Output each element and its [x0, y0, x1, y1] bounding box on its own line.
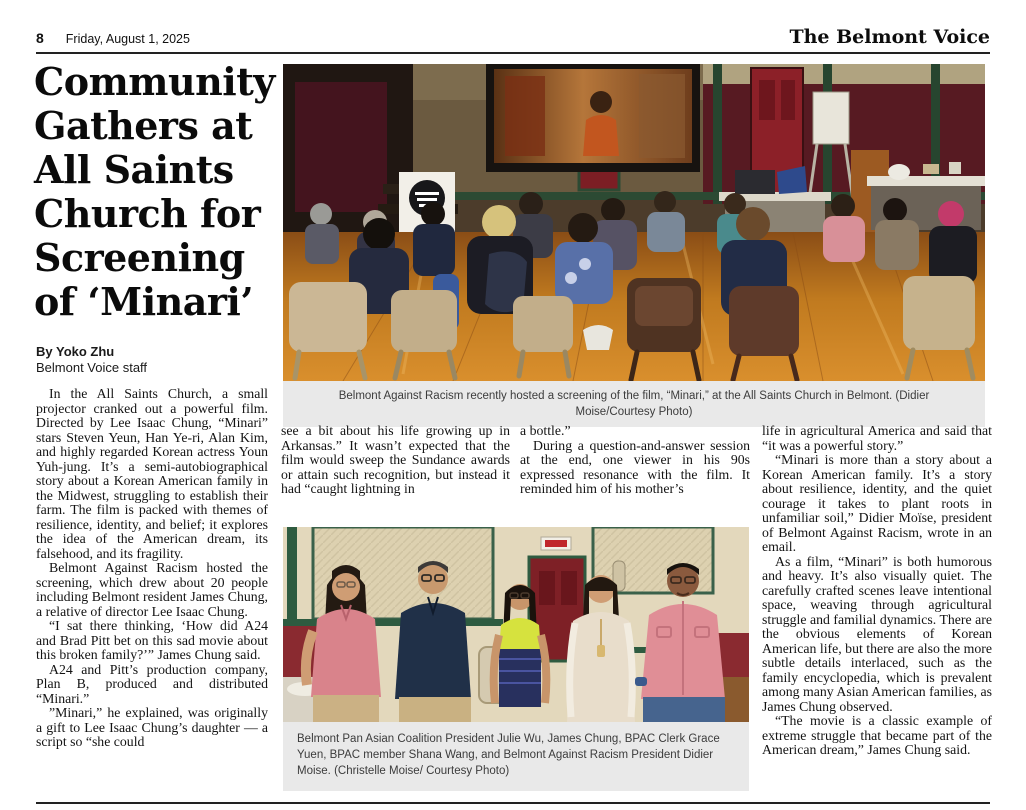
body-paragraph: Belmont Against Racism hosted the screening, which drew about 20 people including Belmont resident James Chung, a relative of director Lee Isaac Chung. [36, 560, 268, 619]
body-column-4 [762, 424, 992, 758]
headline-line: Screening [34, 235, 245, 280]
footer-rule [36, 802, 990, 804]
page-number: 8 [36, 30, 44, 46]
body-column-1 [36, 387, 268, 750]
issue-date: Friday, August 1, 2025 [65, 32, 190, 46]
body-paragraph: life in agricultural America and said that “it was a powerful story.” [762, 423, 992, 453]
group-photo [283, 527, 749, 722]
headline [34, 60, 280, 324]
headline-line: of ‘Minari’ [34, 279, 254, 324]
body-paragraph: During a question-and-answer session at the end, one viewer in his 90s expressed resonance with the film. It reminded him of his mother’s [520, 437, 750, 496]
body-column-3 [520, 424, 750, 497]
body-paragraph: “The movie is a classic example of extreme struggle that became part of the American dream,” James Chung said. [762, 713, 992, 757]
headline-line: Gathers at [34, 103, 253, 148]
body-paragraph: see a bit about his life growing up in Arkansas.” It wasn’t expected that the film would sweep the Sundance awards or attain such recognition, but instead it had “caught lightning in [281, 423, 510, 496]
body-paragraph: A24 and Pitt’s production company, Plan B, produced and distributed “Minari.” [36, 661, 268, 706]
headline-line: Church for [34, 191, 261, 236]
body-paragraph: “Minari is more than a story about a Korean American family. It’s a story about resilience, identity, and the quiet courage it takes to plant roots in unfamiliar soil,” Didier Moïse, president of Belmont Against Racism, wrote in an email. [762, 452, 992, 554]
screening-photo [283, 64, 985, 381]
body-paragraph: As a film, “Minari” is both humorous and heavy. It’s also visually quiet. The carefully crafted scenes leave intentional space, weaving through agricultural struggle and familial dynamics. There are the obvious elements of Korean American life, but there are also the more subtle details interlaced, such as the family encyclopedia, which is prevalent among many Asian American families, as James Chung observed. [762, 553, 992, 714]
byline-organization: Belmont Voice staff [36, 360, 148, 375]
body-paragraph: “I sat there thinking, ‘How did A24 and Brad Pitt bet on this sad movie about this broken family?’” James Chung said. [36, 618, 268, 662]
body-column-2 [281, 424, 510, 497]
page-header [36, 30, 190, 46]
group-photo-figure [283, 527, 749, 791]
masthead: The Belmont Voice [789, 26, 990, 48]
headline-line: All Saints [34, 147, 234, 192]
byline [36, 344, 147, 376]
group-photo-caption: Belmont Pan Asian Coalition President Julie Wu, James Chung, BPAC Clerk Grace Yuen, BPAC member Shana Wang, and Belmont Against Racism President Didier Moise. (Christelle Moise/ Courtesy Photo) [283, 722, 749, 791]
byline-author: By Yoko Zhu [36, 344, 115, 359]
screening-photo-figure [283, 64, 985, 427]
headline-line: Community [34, 59, 275, 104]
body-paragraph: In the All Saints Church, a small projector cranked out a powerful film. Directed by Lee Isaac Chung, “Minari” stars Steven Yeun, Han Ye-ri, Alan Kim, and highly regarded Korean actress Youn Yuh-jung. It’s a semi-autobiographical story about a Korean American family in the Midwest, struggling to establish their farm. The film is packed with themes of resilience, identity, and belief; it explores the idea of the American dream, its falsehood, and its fragility. [36, 386, 268, 561]
body-paragraph: ”Minari,” he explained, was originally a gift to Lee Isaac Chung’s daughter — a script so “she could [36, 705, 268, 749]
screening-photo-caption: Belmont Against Racism recently hosted a screening of the film, “Minari,” at the All Saints Church in Belmont. (Didier Moise/Courtesy Photo) [283, 381, 985, 427]
header-rule [36, 52, 990, 54]
body-paragraph: a bottle.” [520, 423, 571, 438]
